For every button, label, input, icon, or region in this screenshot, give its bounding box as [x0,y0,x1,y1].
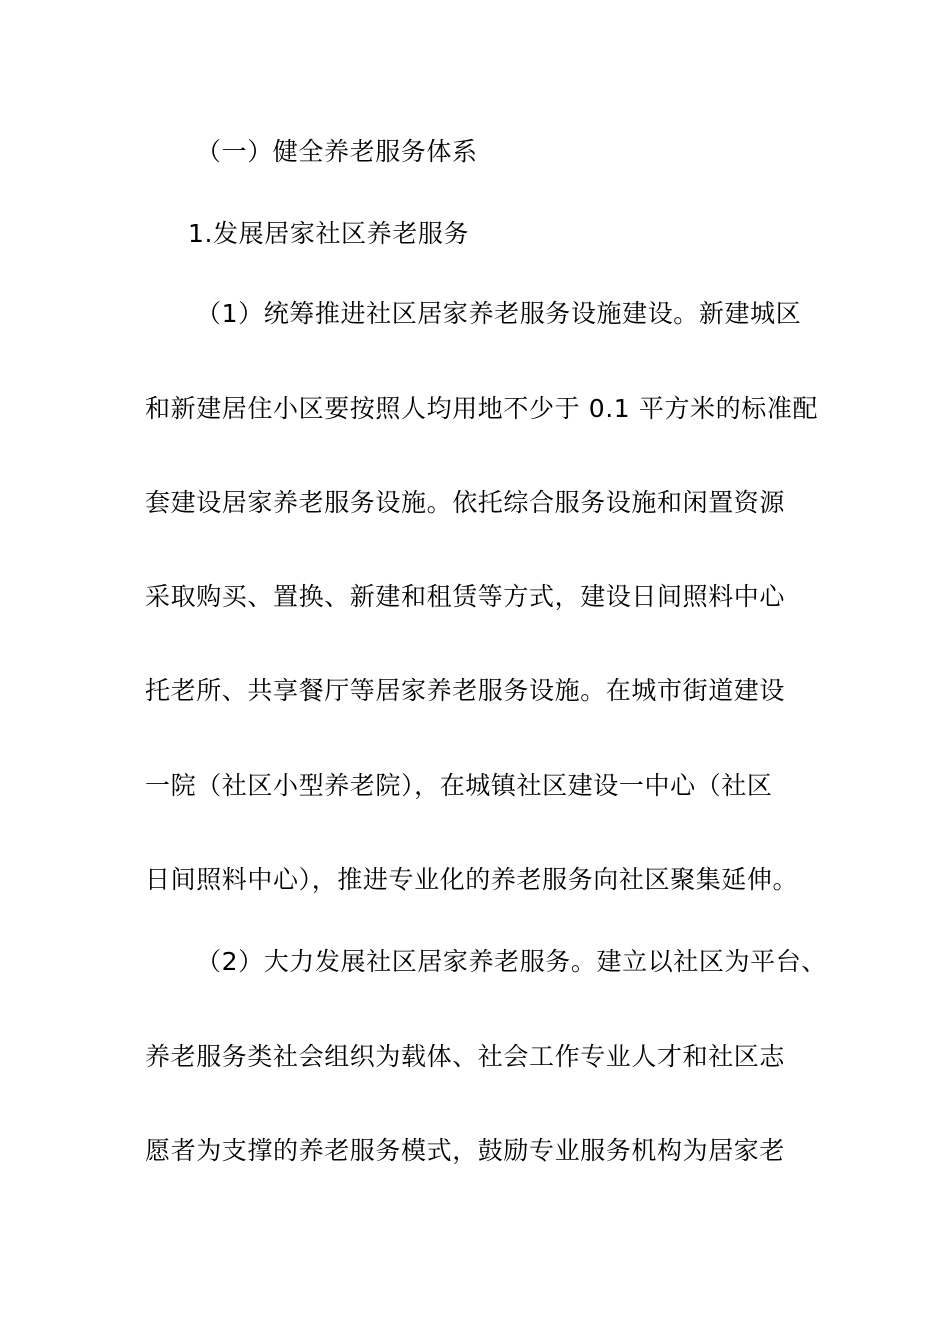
paragraph-line: 一院（社区小型养老院），在城镇社区建设一中心（社区 [145,771,773,800]
subsection-heading: 1.发展居家社区养老服务 [188,219,470,248]
paragraph-line: 愿者为支撑的养老服务模式，鼓励专业服务机构为居家老 [145,1136,786,1165]
paragraph-line: （1）统筹推进社区居家养老服务设施建设。新建城区 [196,299,802,328]
paragraph-line: （2）大力发展社区居家养老服务。建立以社区为平台、 [196,947,827,976]
paragraph-line: 日间照料中心），推进专业化的养老服务向社区聚集延伸。 [145,865,799,894]
paragraph-line: 套建设居家养老服务设施。依托综合服务设施和闲置资源 [145,488,786,517]
paragraph-line: 养老服务类社会组织为载体、社会工作专业人才和社区志 [145,1042,786,1071]
paragraph-line: 托老所、共享餐厅等居家养老服务设施。在城市街道建设 [145,676,786,705]
paragraph-line: 和新建居住小区要按照人均用地不少于 0.1 平方米的标准配 [145,394,819,423]
section-heading: （一）健全养老服务体系 [196,137,478,166]
paragraph-line: 采取购买、置换、新建和租赁等方式，建设日间照料中心 [145,582,786,611]
